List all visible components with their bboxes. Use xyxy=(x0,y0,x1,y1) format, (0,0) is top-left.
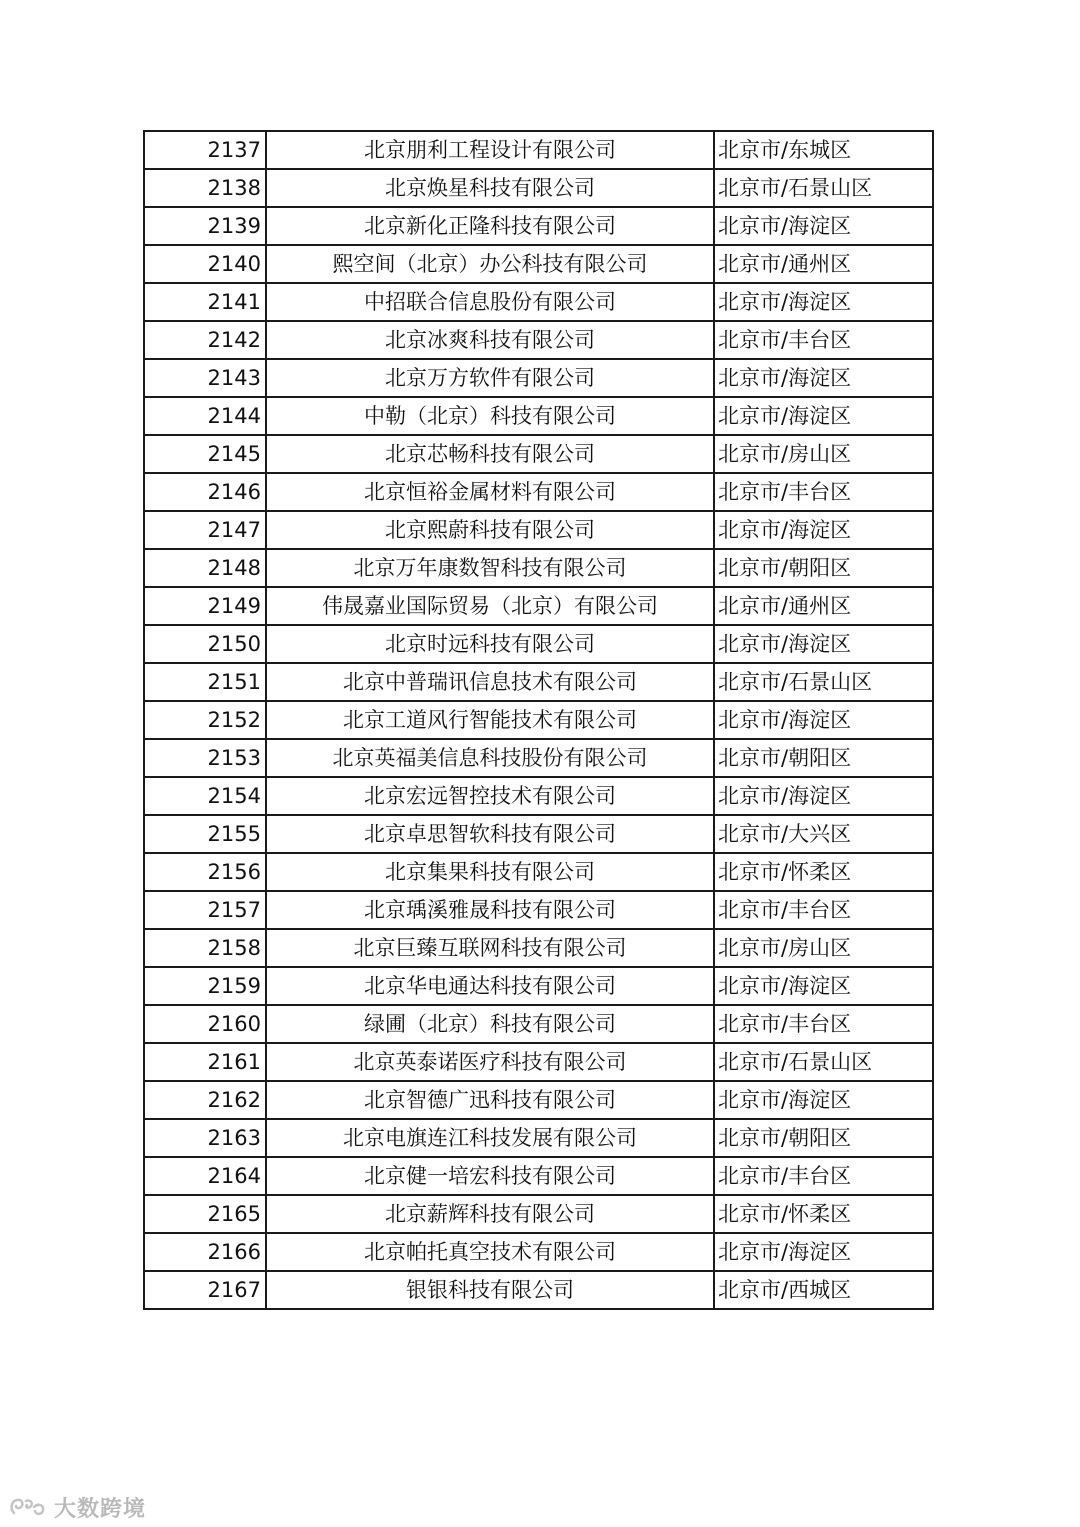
company-name-cell: 绿圃（北京）科技有限公司 xyxy=(266,1005,714,1043)
company-table-body xyxy=(144,131,933,1309)
table-row xyxy=(144,1233,933,1271)
row-number-cell: 2140 xyxy=(144,245,266,283)
company-table xyxy=(143,130,934,1310)
company-name-cell: 伟晟嘉业国际贸易（北京）有限公司 xyxy=(266,587,714,625)
location-cell: 北京市/丰台区 xyxy=(714,473,933,511)
location-cell: 北京市/西城区 xyxy=(714,1271,933,1309)
table-row xyxy=(144,777,933,815)
company-name-cell: 北京芯畅科技有限公司 xyxy=(266,435,714,473)
row-number-cell: 2139 xyxy=(144,207,266,245)
company-name-cell: 北京华电通达科技有限公司 xyxy=(266,967,714,1005)
location-cell: 北京市/通州区 xyxy=(714,245,933,283)
row-number-cell: 2145 xyxy=(144,435,266,473)
table-row xyxy=(144,929,933,967)
table-row xyxy=(144,283,933,321)
row-number-cell: 2167 xyxy=(144,1271,266,1309)
row-number-cell: 2158 xyxy=(144,929,266,967)
company-name-cell: 北京中普瑞讯信息技术有限公司 xyxy=(266,663,714,701)
row-number-cell: 2157 xyxy=(144,891,266,929)
location-cell: 北京市/大兴区 xyxy=(714,815,933,853)
location-cell: 北京市/怀柔区 xyxy=(714,853,933,891)
table-row xyxy=(144,1043,933,1081)
location-cell: 北京市/海淀区 xyxy=(714,359,933,397)
location-cell: 北京市/海淀区 xyxy=(714,701,933,739)
company-name-cell: 中招联合信息股份有限公司 xyxy=(266,283,714,321)
table-row xyxy=(144,1119,933,1157)
row-number-cell: 2159 xyxy=(144,967,266,1005)
location-cell: 北京市/通州区 xyxy=(714,587,933,625)
row-number-cell: 2166 xyxy=(144,1233,266,1271)
company-name-cell: 北京帕托真空技术有限公司 xyxy=(266,1233,714,1271)
company-name-cell: 北京新化正隆科技有限公司 xyxy=(266,207,714,245)
table-row xyxy=(144,169,933,207)
company-name-cell: 北京万年康数智科技有限公司 xyxy=(266,549,714,587)
location-cell: 北京市/丰台区 xyxy=(714,321,933,359)
row-number-cell: 2147 xyxy=(144,511,266,549)
location-cell: 北京市/海淀区 xyxy=(714,1233,933,1271)
row-number-cell: 2149 xyxy=(144,587,266,625)
table-row xyxy=(144,967,933,1005)
row-number-cell: 2153 xyxy=(144,739,266,777)
location-cell: 北京市/怀柔区 xyxy=(714,1195,933,1233)
row-number-cell: 2143 xyxy=(144,359,266,397)
location-cell: 北京市/石景山区 xyxy=(714,169,933,207)
company-name-cell: 北京朋利工程设计有限公司 xyxy=(266,131,714,169)
location-cell: 北京市/朝阳区 xyxy=(714,549,933,587)
row-number-cell: 2151 xyxy=(144,663,266,701)
row-number-cell: 2156 xyxy=(144,853,266,891)
table-row xyxy=(144,1081,933,1119)
location-cell: 北京市/海淀区 xyxy=(714,511,933,549)
table-row xyxy=(144,473,933,511)
location-cell: 北京市/海淀区 xyxy=(714,397,933,435)
company-name-cell: 银银科技有限公司 xyxy=(266,1271,714,1309)
company-name-cell: 北京英泰诺医疗科技有限公司 xyxy=(266,1043,714,1081)
watermark xyxy=(8,1490,146,1524)
company-name-cell: 北京工道风行智能技术有限公司 xyxy=(266,701,714,739)
company-name-cell: 北京集果科技有限公司 xyxy=(266,853,714,891)
table-row xyxy=(144,549,933,587)
location-cell: 北京市/朝阳区 xyxy=(714,739,933,777)
location-cell: 北京市/海淀区 xyxy=(714,1081,933,1119)
row-number-cell: 2146 xyxy=(144,473,266,511)
location-cell: 北京市/东城区 xyxy=(714,131,933,169)
table-row xyxy=(144,891,933,929)
table-row xyxy=(144,245,933,283)
location-cell: 北京市/海淀区 xyxy=(714,207,933,245)
table-row xyxy=(144,1271,933,1309)
row-number-cell: 2161 xyxy=(144,1043,266,1081)
company-name-cell: 北京英福美信息科技股份有限公司 xyxy=(266,739,714,777)
company-name-cell: 北京冰爽科技有限公司 xyxy=(266,321,714,359)
location-cell: 北京市/石景山区 xyxy=(714,1043,933,1081)
location-cell: 北京市/海淀区 xyxy=(714,777,933,815)
table-row xyxy=(144,207,933,245)
watermark-text: 大数跨境 xyxy=(54,1496,147,1522)
table-row xyxy=(144,663,933,701)
brand-logo-icon xyxy=(8,1495,48,1519)
company-name-cell: 北京薪辉科技有限公司 xyxy=(266,1195,714,1233)
row-number-cell: 2164 xyxy=(144,1157,266,1195)
row-number-cell: 2154 xyxy=(144,777,266,815)
row-number-cell: 2137 xyxy=(144,131,266,169)
company-name-cell: 北京瑀溪雅晟科技有限公司 xyxy=(266,891,714,929)
company-name-cell: 中勒（北京）科技有限公司 xyxy=(266,397,714,435)
company-name-cell: 北京熙蔚科技有限公司 xyxy=(266,511,714,549)
table-row xyxy=(144,359,933,397)
table-row xyxy=(144,511,933,549)
row-number-cell: 2148 xyxy=(144,549,266,587)
row-number-cell: 2165 xyxy=(144,1195,266,1233)
table-row xyxy=(144,1005,933,1043)
location-cell: 北京市/海淀区 xyxy=(714,283,933,321)
row-number-cell: 2152 xyxy=(144,701,266,739)
table-row xyxy=(144,815,933,853)
row-number-cell: 2138 xyxy=(144,169,266,207)
company-name-cell: 北京智德广迅科技有限公司 xyxy=(266,1081,714,1119)
company-name-cell: 北京健一培宏科技有限公司 xyxy=(266,1157,714,1195)
company-name-cell: 北京恒裕金属材料有限公司 xyxy=(266,473,714,511)
table-row xyxy=(144,435,933,473)
table-row xyxy=(144,587,933,625)
row-number-cell: 2144 xyxy=(144,397,266,435)
table-row xyxy=(144,739,933,777)
location-cell: 北京市/海淀区 xyxy=(714,967,933,1005)
location-cell: 北京市/朝阳区 xyxy=(714,1119,933,1157)
company-name-cell: 北京宏远智控技术有限公司 xyxy=(266,777,714,815)
location-cell: 北京市/丰台区 xyxy=(714,1157,933,1195)
row-number-cell: 2142 xyxy=(144,321,266,359)
table-row xyxy=(144,131,933,169)
location-cell: 北京市/丰台区 xyxy=(714,1005,933,1043)
table-row xyxy=(144,397,933,435)
company-name-cell: 北京卓思智软科技有限公司 xyxy=(266,815,714,853)
row-number-cell: 2150 xyxy=(144,625,266,663)
location-cell: 北京市/丰台区 xyxy=(714,891,933,929)
row-number-cell: 2160 xyxy=(144,1005,266,1043)
location-cell: 北京市/海淀区 xyxy=(714,625,933,663)
table-row xyxy=(144,1195,933,1233)
row-number-cell: 2141 xyxy=(144,283,266,321)
table-row xyxy=(144,701,933,739)
company-name-cell: 北京万方软件有限公司 xyxy=(266,359,714,397)
company-name-cell: 熙空间（北京）办公科技有限公司 xyxy=(266,245,714,283)
table-row xyxy=(144,321,933,359)
location-cell: 北京市/石景山区 xyxy=(714,663,933,701)
table-row xyxy=(144,853,933,891)
company-name-cell: 北京焕星科技有限公司 xyxy=(266,169,714,207)
company-name-cell: 北京电旗连江科技发展有限公司 xyxy=(266,1119,714,1157)
location-cell: 北京市/房山区 xyxy=(714,435,933,473)
table-row xyxy=(144,625,933,663)
company-name-cell: 北京时远科技有限公司 xyxy=(266,625,714,663)
table-row xyxy=(144,1157,933,1195)
row-number-cell: 2162 xyxy=(144,1081,266,1119)
location-cell: 北京市/房山区 xyxy=(714,929,933,967)
company-name-cell: 北京巨臻互联网科技有限公司 xyxy=(266,929,714,967)
row-number-cell: 2163 xyxy=(144,1119,266,1157)
row-number-cell: 2155 xyxy=(144,815,266,853)
